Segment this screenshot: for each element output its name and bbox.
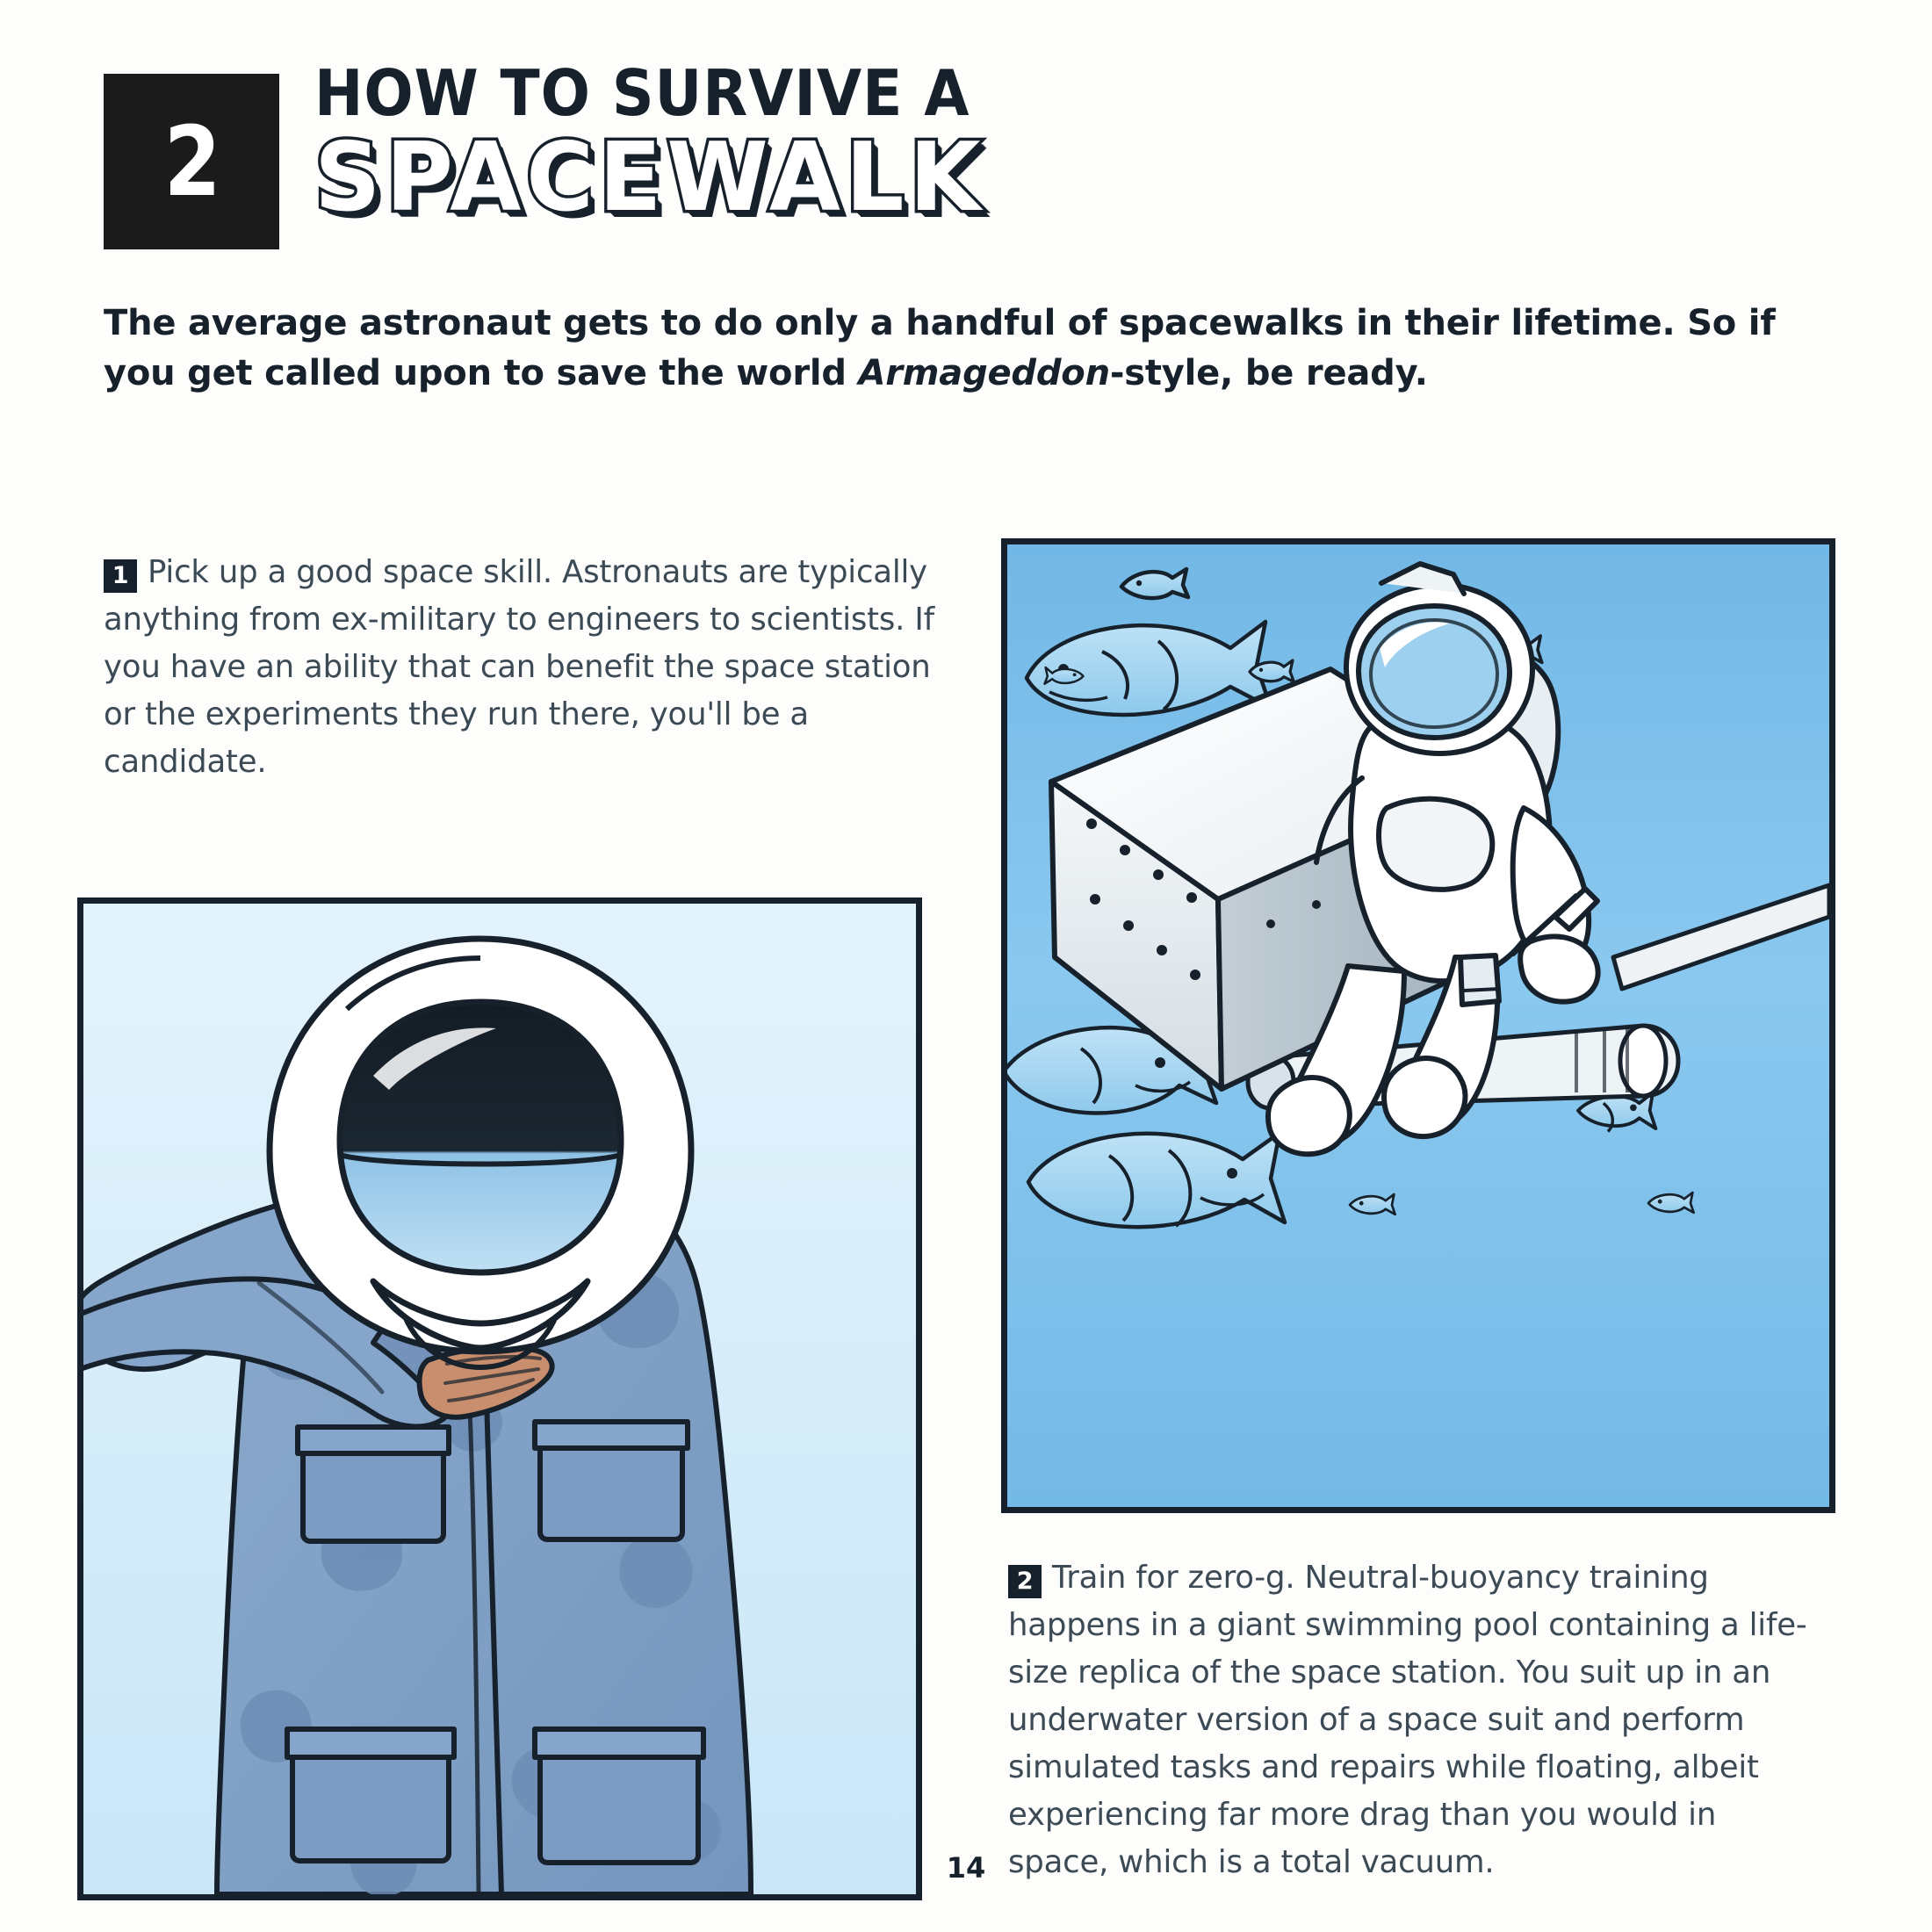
chapter-title-line-2: SPACEWALK (314, 123, 986, 234)
chapter-title (314, 56, 1027, 234)
step-2-paragraph (1008, 1554, 1825, 1886)
saluting-soldier-artwork (83, 904, 916, 1894)
chapter-number: 2 (163, 105, 220, 218)
step-1-paragraph (104, 549, 947, 786)
underwater-training-artwork (1007, 544, 1829, 1507)
chapter-number-badge (104, 74, 279, 249)
chapter-deck (104, 299, 1825, 399)
illustration-underwater-training (1001, 538, 1835, 1513)
chapter-title-line-1: HOW TO SURVIVE A (314, 56, 970, 130)
step-2-text: Train for zero-g. Neutral-buoyancy training happens in a giant swimming pool containing a life-size replica of the space station. You suit up in an underwater version of a space suit and perform simulated tasks and repairs while floating, albeit experiencing far more drag than you would in space, which is a total vacuum. (1008, 1560, 1807, 1880)
deck-text-part-1: The average astronaut gets to do only a handful of spacewalks in their lifetime. So if you get called upon to save the world (104, 303, 1776, 393)
deck-text-part-2: -style, be ready. (1109, 352, 1428, 393)
step-1-number: 1 (104, 559, 137, 593)
step-1-text: Pick up a good space skill. Astronauts are typically anything from ex-military to engineers to scientists. If you have an ability that can benefit the space station or the experiments they run there, you'll be a candidate. (104, 554, 934, 780)
step-2-number: 2 (1008, 1565, 1042, 1598)
illustration-saluting-soldier (77, 898, 922, 1900)
deck-text-italic: Armageddon (858, 352, 1110, 393)
page-number: 14 (946, 1851, 986, 1885)
